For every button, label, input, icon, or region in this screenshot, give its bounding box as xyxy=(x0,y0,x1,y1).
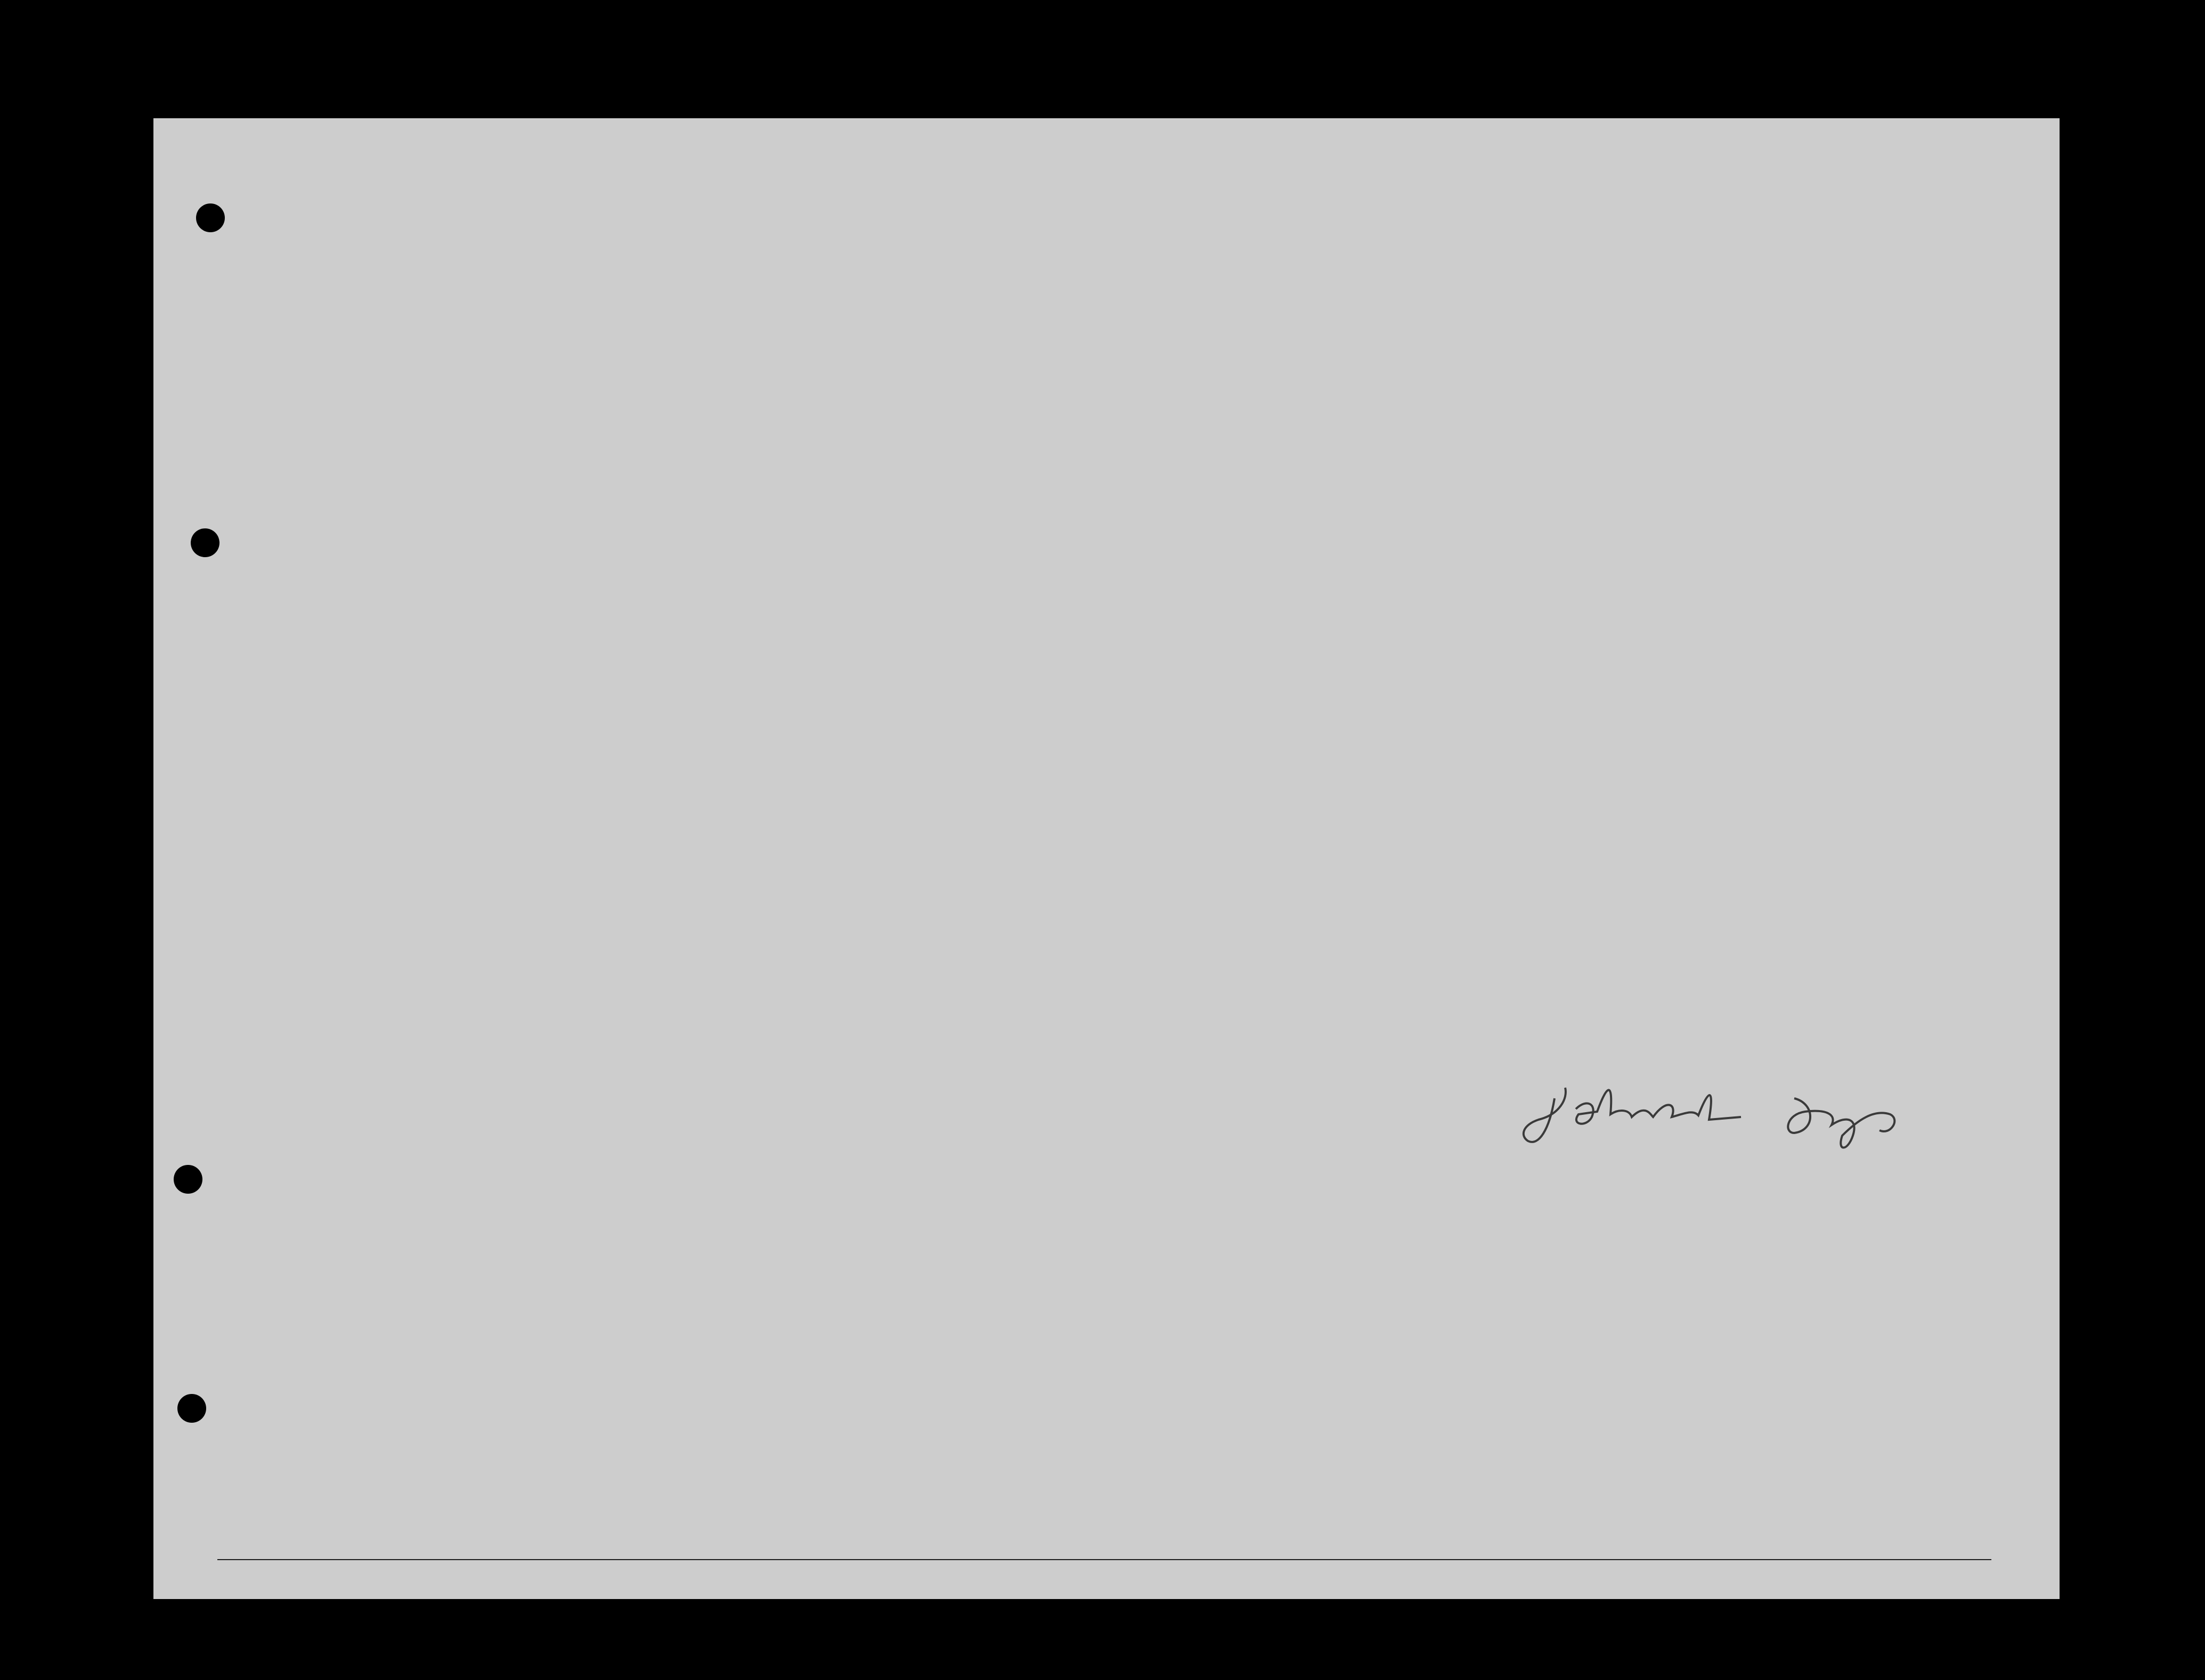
punch-hole xyxy=(177,1394,206,1423)
manifest-sheet xyxy=(153,118,2060,1599)
punch-hole xyxy=(174,1165,202,1194)
footer-divider xyxy=(217,1559,1991,1560)
punch-hole xyxy=(191,528,219,557)
inspector-signature xyxy=(1517,1066,2093,1168)
punch-hole xyxy=(196,203,225,232)
